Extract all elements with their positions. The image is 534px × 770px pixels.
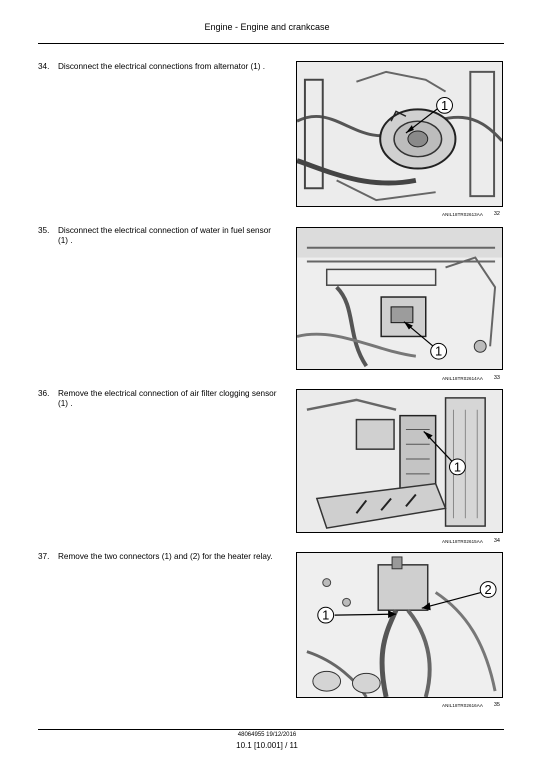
step-text: Remove the two connectors (1) and (2) for the heater relay. (58, 552, 273, 561)
figure-number: 32 (493, 211, 500, 217)
callout-1: 1 (453, 459, 462, 475)
step-number: 35. (38, 226, 50, 235)
step-text: Disconnect the electrical connection of water in fuel sensor (1) . (58, 226, 271, 245)
step-text: Remove the electrical connection of air filter clogging sensor (1) . (58, 389, 277, 408)
figure-photo (296, 552, 503, 698)
figure-photo (296, 61, 503, 207)
figure-code: ANIL18TR02613AA (441, 212, 483, 217)
figure-code: ANIL18TR02614AA (441, 376, 483, 381)
footer-document-id: 48064955 19/12/2016 (237, 732, 297, 738)
page-header: Engine - Engine and crankcase (204, 22, 330, 32)
figure-photo (296, 227, 503, 370)
callout-2: 2 (484, 581, 492, 597)
callout-1: 1 (440, 97, 449, 113)
step-number: 36. (38, 389, 50, 398)
footer-rule (38, 729, 504, 730)
alternator-photo (297, 62, 502, 206)
figure-code: ANIL18TR02615AA (441, 539, 483, 544)
step-number: 37. (38, 552, 50, 561)
water-in-fuel-sensor-photo (297, 228, 502, 369)
figure-number: 35 (493, 702, 500, 708)
heater-relay-photo (297, 553, 502, 697)
step-number: 34. (38, 62, 50, 71)
callout-1: 1 (435, 343, 443, 359)
figure-code: ANIL18TR02616AA (441, 703, 483, 708)
air-filter-sensor-photo (297, 390, 502, 532)
figure-photo (296, 389, 503, 533)
figure-number: 33 (493, 375, 500, 381)
step-text: Disconnect the electrical connections from alternator (1) . (58, 62, 266, 71)
figure-number: 34 (493, 538, 500, 544)
footer-page-number: 10.1 [10.001] / 11 (236, 741, 298, 750)
callout-1: 1 (322, 607, 330, 623)
header-rule (38, 43, 504, 44)
